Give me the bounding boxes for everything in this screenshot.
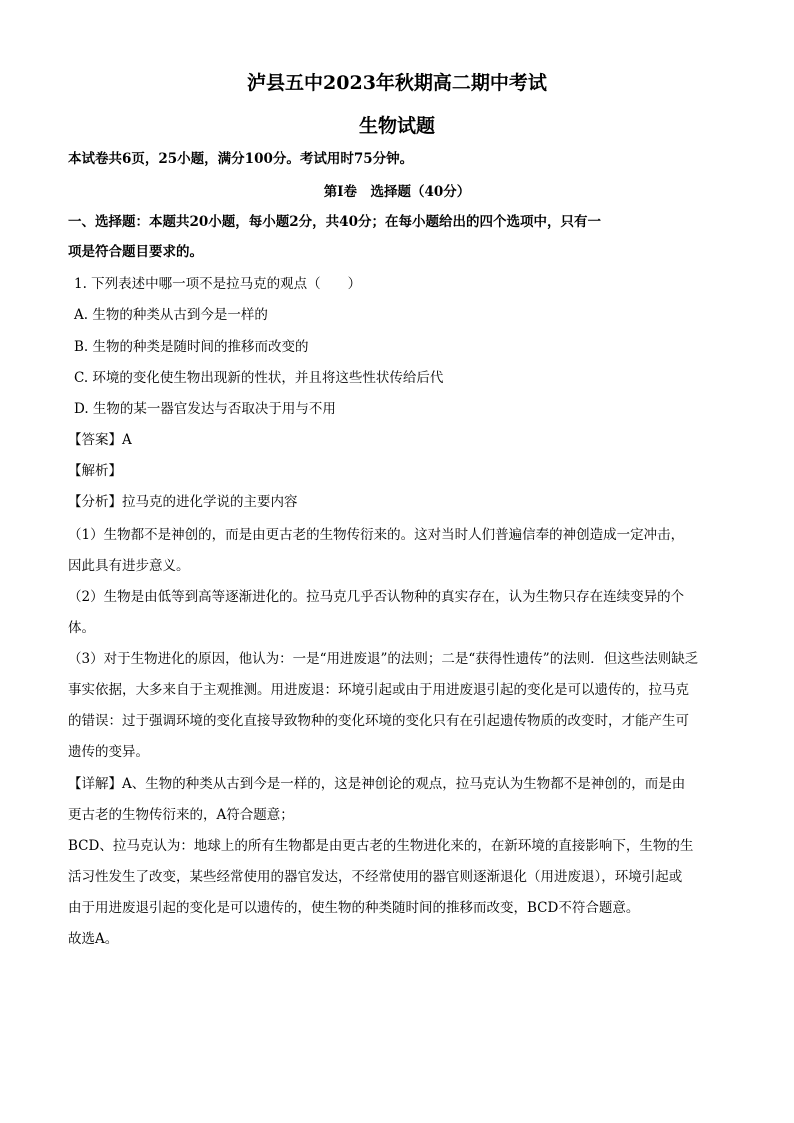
point-3-line-4: 遗传的变异。 [68, 744, 149, 760]
page-title: 泸县五中2023年秋期高二期中考试 [247, 72, 547, 94]
point-3-line-2: 事实依据，大多来自于主观推测。用进废退：环境引起或由于用进废退引起的变化是可以遗传的，拉马克 [68, 682, 689, 698]
answer-value: A [122, 432, 132, 448]
detail-line-5: 由于用进废退引起的变化是可以遗传的，使生物的种类随时间的推移而改变，BCD不符合题意。 [68, 900, 640, 916]
detail-label: 【详解】 [68, 776, 122, 792]
option-b: B. 生物的种类是随时间的推移而改变的 [74, 339, 309, 355]
answer-line [68, 430, 132, 450]
detail-line-1 [68, 774, 685, 794]
question-stem: 1. 下列表述中哪一项不是拉马克的观点（ ） [74, 276, 362, 292]
point-2-line-2: 体。 [68, 620, 95, 636]
fenxi-label: 【分析】 [68, 494, 122, 510]
section-heading: 第Ⅰ卷 选择题（40分） [323, 184, 471, 200]
detail-line-6: 故选A。 [68, 931, 119, 947]
page-subtitle: 生物试题 [358, 115, 435, 137]
option-a: A. 生物的种类从古到今是一样的 [74, 307, 268, 323]
point-1-line-2: 因此具有进步意义。 [68, 558, 190, 574]
point-2-line-1: （2）生物是由低等到高等逐渐进化的。拉马克几乎否认物种的真实存在，认为生物只存在连续变异的个 [68, 589, 685, 605]
detail-line-3: BCD、拉马克认为：地球上的所有生物都是由更古老的生物进化来的，在新环境的直接影响下，生物的生 [68, 838, 694, 854]
detail-text-1: A、生物的种类从古到今是一样的，这是神创论的观点，拉马克认为生物都不是神创的，而是由 [122, 776, 686, 792]
fenxi-text: 拉马克的进化学说的主要内容 [122, 494, 298, 510]
exam-info: 本试卷共6页，25小题，满分100分。考试用时75分钟。 [68, 151, 414, 167]
option-d: D. 生物的某一器官发达与否取决于用与不用 [74, 401, 336, 417]
fenxi-line [68, 492, 298, 512]
point-3-line-3: 的错误：过于强调环境的变化直接导致物种的变化环境的变化只有在引起遗传物质的改变时，才能产生可 [68, 713, 689, 729]
answer-label: 【答案】 [68, 432, 122, 448]
detail-line-4: 活习性发生了改变，某些经常使用的器官发达，不经常使用的器官则逐渐退化（用进废退），环境引起或 [68, 869, 683, 885]
analysis-label: 【解析】 [68, 463, 122, 479]
section-instructions-line-2: 项是符合题目要求的。 [68, 244, 203, 260]
option-c: C. 环境的变化使生物出现新的性状，并且将这些性状传给后代 [74, 370, 444, 386]
point-1-line-1: （1）生物都不是神创的，而是由更古老的生物传衍来的。这对当时人们普遍信奉的神创造成一定冲击， [68, 527, 685, 543]
section-instructions-line-1: 一、选择题：本题共20小题，每小题2分，共40分；在每小题给出的四个选项中，只有一 [68, 214, 601, 230]
detail-line-2: 更古老的生物传衍来的，A符合题意； [68, 807, 294, 823]
point-3-line-1: （3）对于生物进化的原因，他认为：一是“用进废退”的法则；二是“获得性遗传”的法则．但这些法则缺乏 [68, 651, 699, 667]
